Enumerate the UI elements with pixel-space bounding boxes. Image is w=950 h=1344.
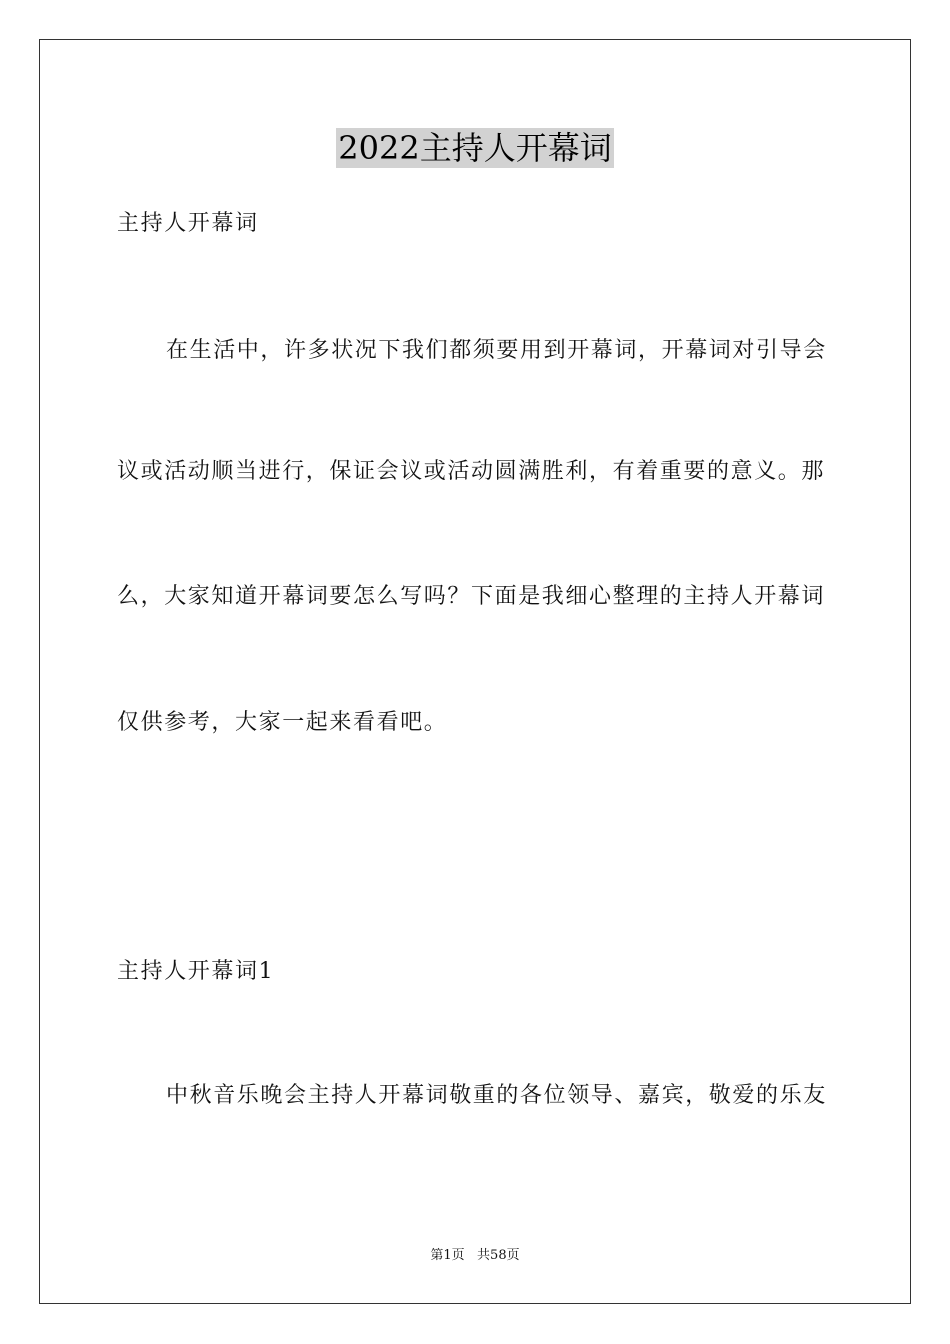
document-title: 2022主持人开幕词 (338, 129, 612, 167)
page-number: 第1页 共58页 (430, 1248, 520, 1263)
document-title-wrap (0, 128, 950, 168)
paragraph-line: 么，大家知道开幕词要怎么写吗？下面是我细心整理的主持人开幕词 (117, 584, 826, 609)
page-footer (0, 1247, 950, 1265)
section-heading: 主持人开幕词1 (117, 959, 275, 984)
paragraph-line: 中秋音乐晚会主持人开幕词敬重的各位领导、嘉宾，敬爱的乐友 (166, 1083, 827, 1108)
paragraph-line: 仅供参考，大家一起来看看吧。 (117, 710, 448, 735)
paragraph-line: 议或活动顺当进行，保证会议或活动圆满胜利，有着重要的意义。那 (117, 459, 826, 484)
section-heading: 主持人开幕词 (117, 211, 259, 236)
paragraph-line: 在生活中，许多状况下我们都须要用到开幕词，开幕词对引导会 (166, 338, 827, 363)
